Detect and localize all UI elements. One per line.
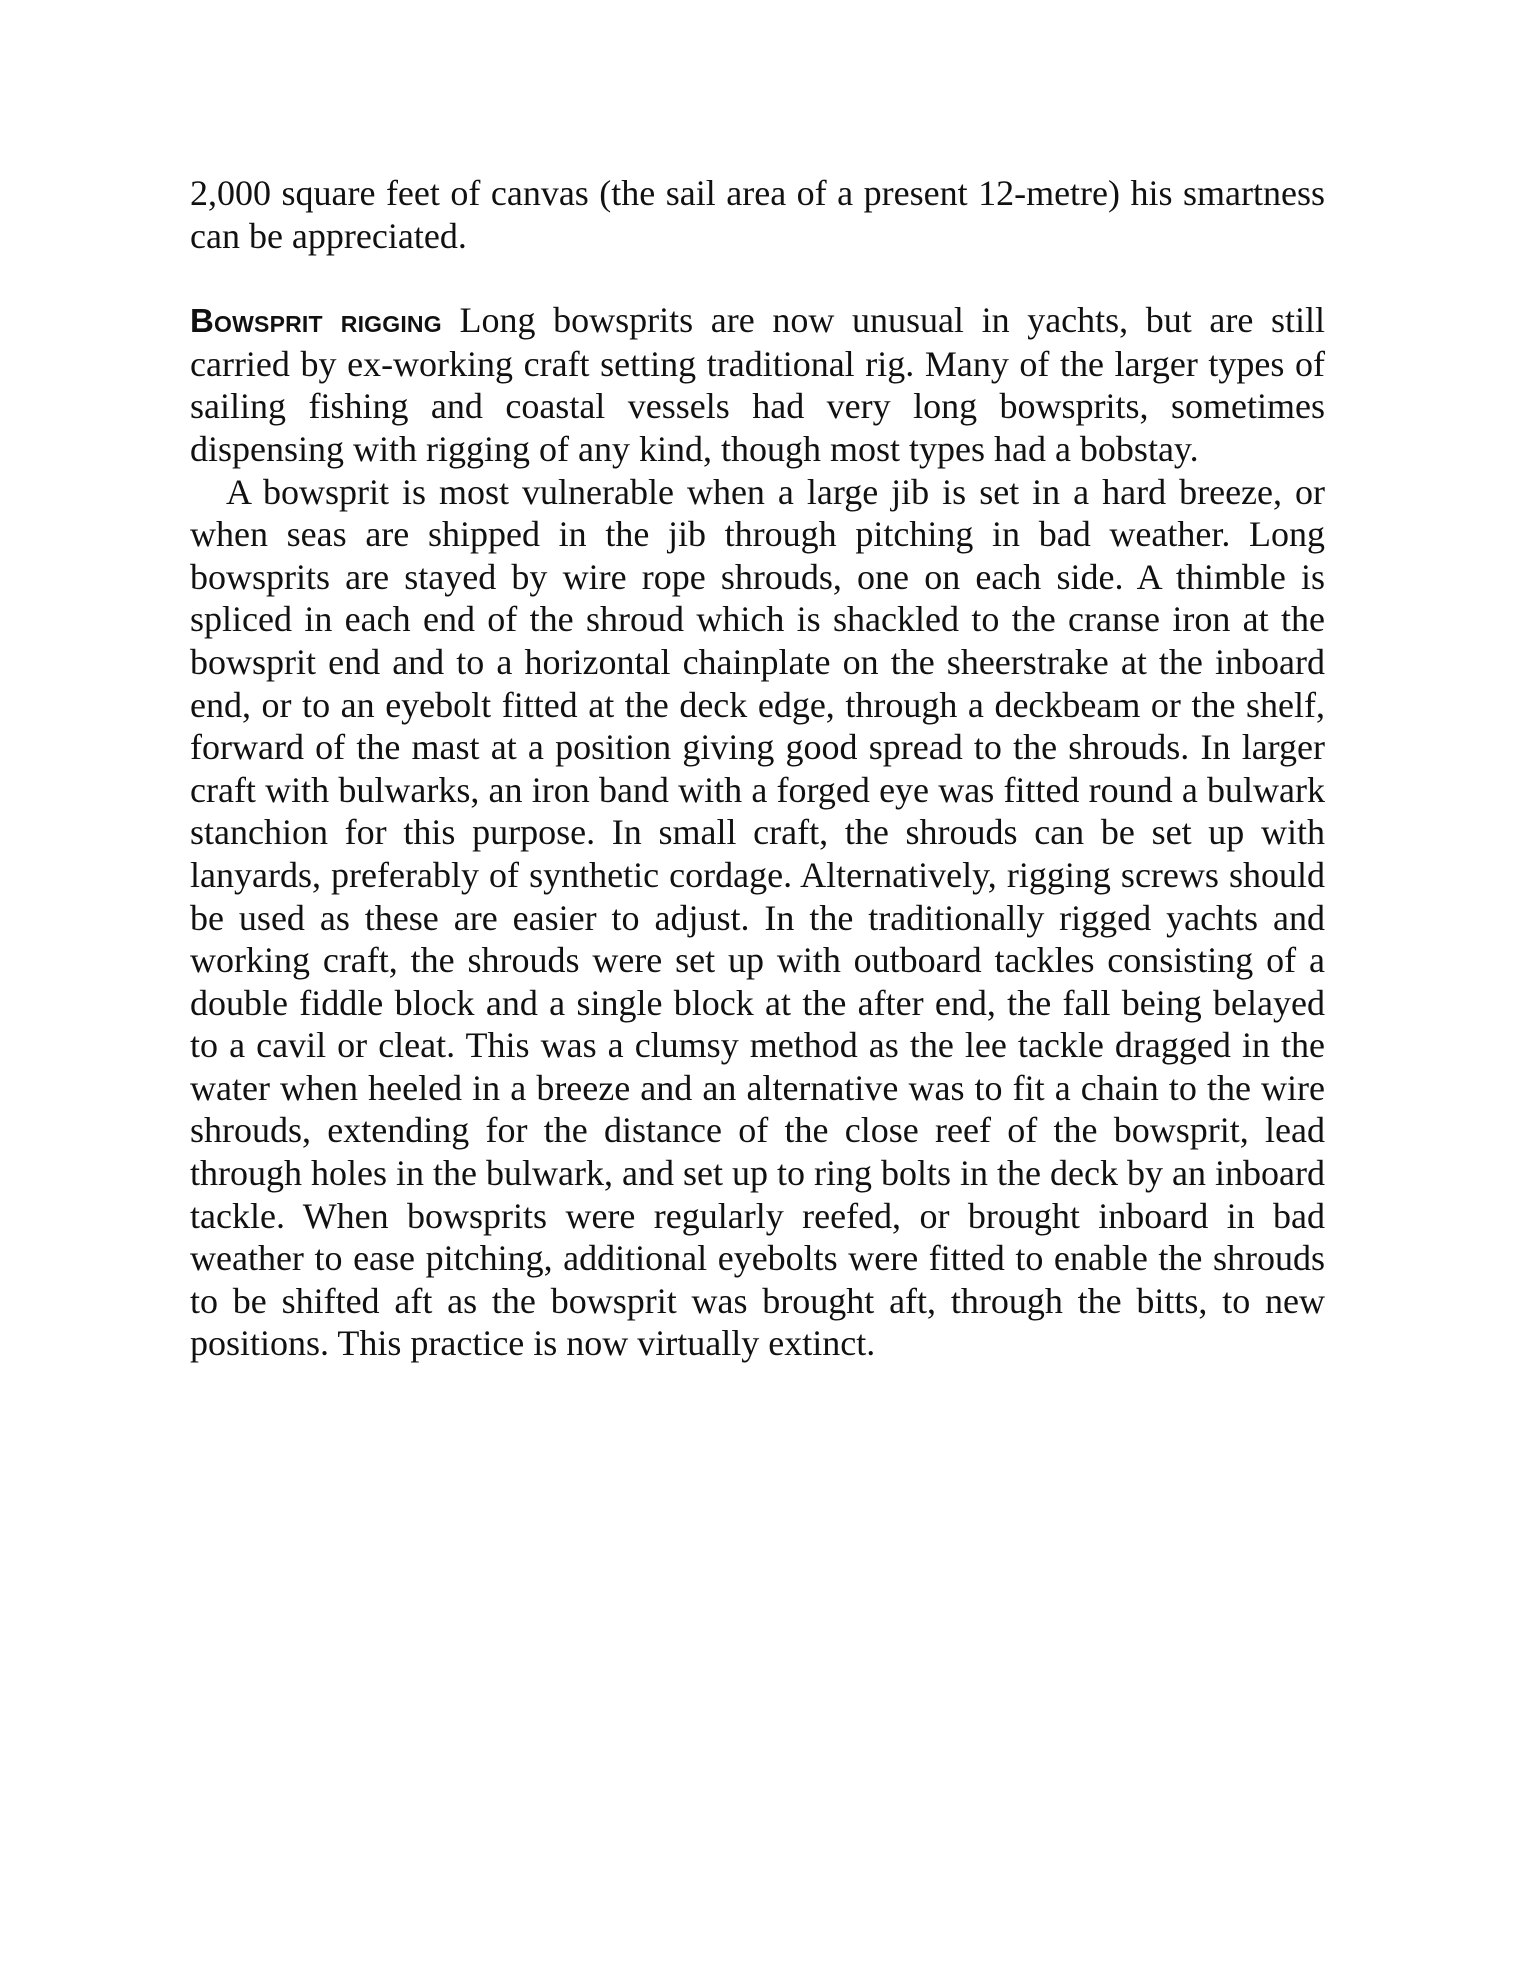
section-intro-text: Long bowsprits are now unusual in yachts, but are still carried by ex-working craft setting traditional rig. Many of the larger types of sailing fishing and coastal vessels had very long bowsprits, sometimes dispensing with rigging of any kind, though most types had a bobstay. <box>190 300 1326 469</box>
paragraph-continuation: 2,000 square feet of canvas (the sail area of a present 12-metre) his smartness can be appreciated. <box>190 173 1325 256</box>
body-paragraph: A bowsprit is most vulnerable when a large jib is set in a hard breeze, or when seas are shipped in the jib through pitching in bad weather. Long bowsprits are stayed by wire rope shrouds, one on each side. A thimble is spliced in each end of the shroud which is shackled to the cranse iron at the bowsprit end and to a horizontal chainplate on the sheerstrake at the inboard end, or to an eyebolt fitted at the deck edge, through a deckbeam or the shelf, forward of the mast at a position giving good spread to the shrouds. In larger craft with bulwarks, an iron band with a forged eye was fitted round a bulwark stanchion for this purpose. In small craft, the shrouds can be set up with lanyards, preferably of synthetic cordage. Alternatively, rigging screws should be used as these are easier to adjust. In the traditionally rigged yachts and working craft, the shrouds were set up with outboard tackles consisting of a double fiddle block and a single block at the after end, the fall being belayed to a cavil or cleat. This was a clumsy method as the lee tackle dragged in the water when heeled in a breeze and an alternative was to fit a chain to the wire shrouds, extending for the distance of the close reef of the bowsprit, lead through holes in the bulwark, and set up to ring bolts in the deck by an inboard tackle. When bowsprits were regularly reefed, or brought inboard in bad weather to ease pitching, additional eyebolts were fitted to enable the shrouds to be shifted aft as the bowsprit was brought aft, through the bitts, to new positions. This practice is now virtually extinct. <box>190 471 1325 1364</box>
section-paragraph <box>190 299 1325 470</box>
section-heading: Bowsprit rigging <box>190 302 442 340</box>
paragraph-spacer <box>190 257 1325 299</box>
document-page <box>190 172 1325 1365</box>
